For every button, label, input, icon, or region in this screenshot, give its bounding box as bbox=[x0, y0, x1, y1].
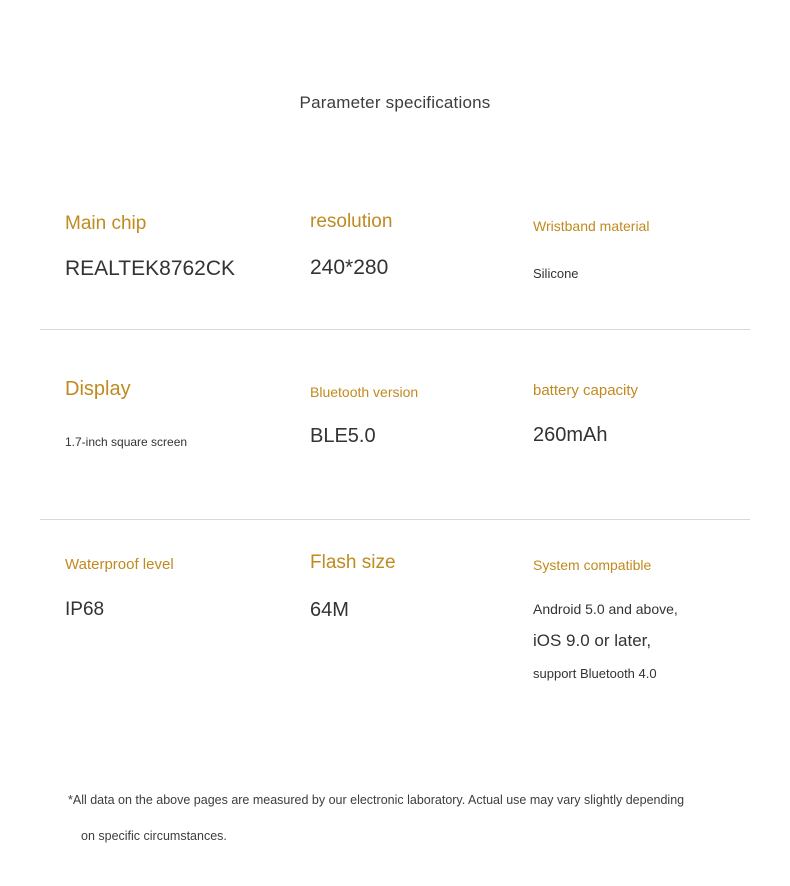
spec-label: Main chip bbox=[65, 213, 147, 234]
spec-value: BLE5.0 bbox=[310, 425, 376, 447]
spec-label: resolution bbox=[310, 211, 393, 232]
page-title: Parameter specifications bbox=[299, 93, 491, 112]
spec-value-group bbox=[533, 601, 750, 681]
footnote bbox=[68, 782, 728, 854]
spec-value: 64M bbox=[310, 599, 349, 621]
spec-label: Waterproof level bbox=[65, 556, 174, 573]
spec-cell-display bbox=[40, 330, 310, 519]
spec-label: Bluetooth version bbox=[310, 384, 419, 400]
spec-cell-waterproof-level bbox=[40, 520, 310, 720]
spec-label: battery capacity bbox=[533, 382, 639, 399]
spec-value-line: Android 5.0 and above, bbox=[533, 601, 678, 617]
footnote-line-1: *All data on the above pages are measured by our electronic laboratory. Actual use may vary slightly depending bbox=[68, 793, 685, 807]
specifications-table bbox=[40, 185, 750, 720]
footnote-line-2: on specific circumstances. bbox=[81, 829, 227, 843]
spec-value-line: support Bluetooth 4.0 bbox=[533, 666, 657, 681]
spec-value: REALTEK8762CK bbox=[65, 257, 236, 280]
spec-value: 240*280 bbox=[310, 256, 389, 279]
spec-label: Wristband material bbox=[533, 218, 650, 234]
spec-value: IP68 bbox=[65, 599, 105, 620]
table-row bbox=[40, 185, 750, 330]
spec-cell-resolution bbox=[310, 185, 533, 329]
table-row bbox=[40, 330, 750, 520]
spec-cell-flash-size bbox=[310, 520, 533, 720]
spec-cell-system-compatible bbox=[533, 520, 750, 720]
spec-label: Flash size bbox=[310, 552, 396, 573]
table-row bbox=[40, 520, 750, 720]
spec-value: Silicone bbox=[533, 266, 579, 281]
spec-value: 260mAh bbox=[533, 424, 608, 446]
spec-cell-bluetooth-version bbox=[310, 330, 533, 519]
spec-label: Display bbox=[65, 378, 131, 400]
spec-cell-main-chip bbox=[40, 185, 310, 329]
spec-cell-wristband-material bbox=[533, 185, 750, 329]
spec-value: 1.7-inch square screen bbox=[65, 435, 188, 449]
spec-label: System compatible bbox=[533, 557, 652, 573]
spec-value-line: iOS 9.0 or later, bbox=[533, 631, 652, 650]
spec-cell-battery-capacity bbox=[533, 330, 750, 519]
